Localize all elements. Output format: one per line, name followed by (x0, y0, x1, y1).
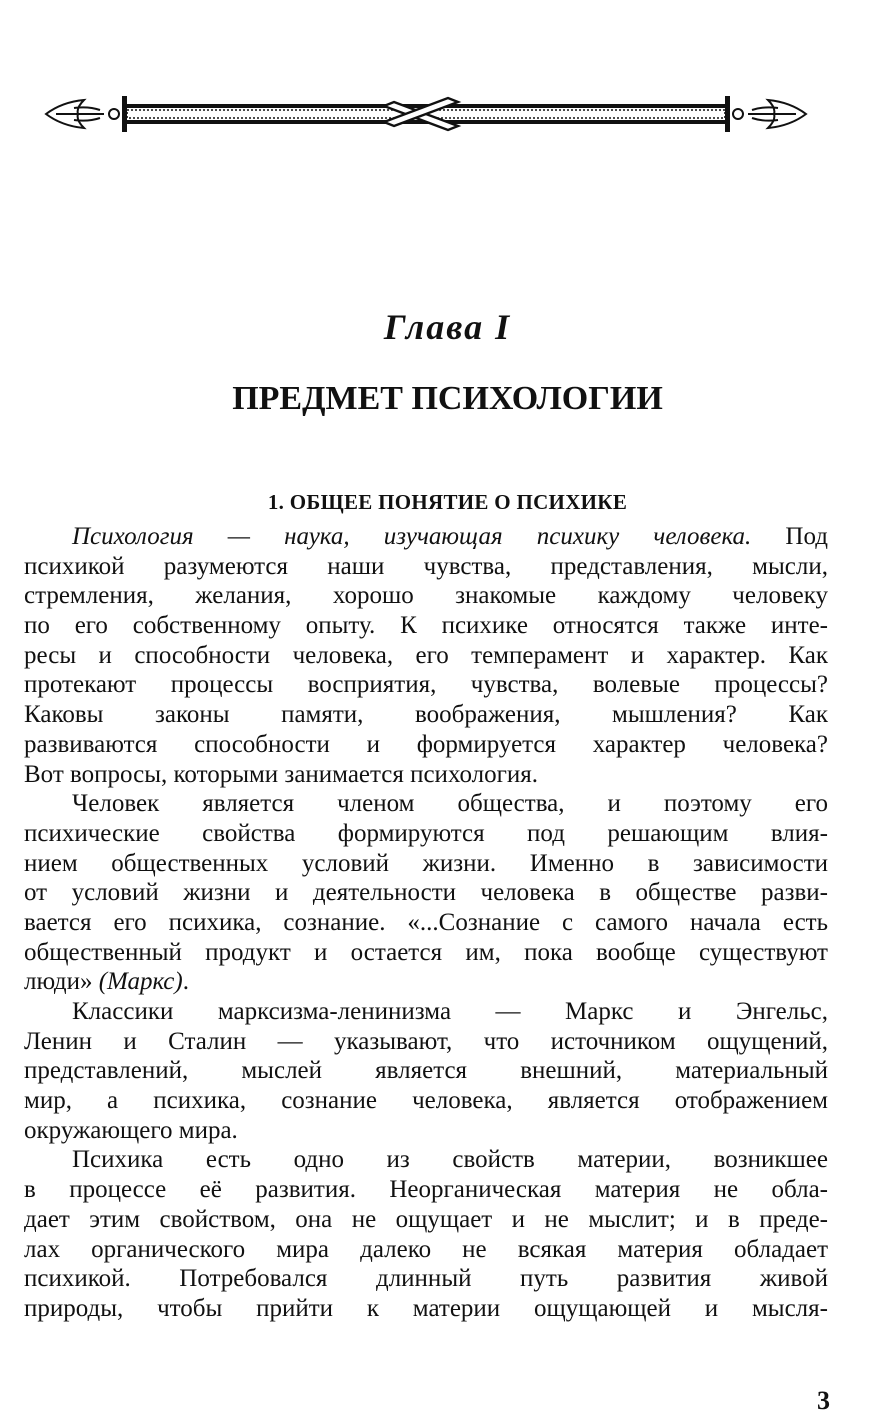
paragraph-1-line: по его собственному опыту. К психике относятся также инте- (24, 612, 828, 640)
paragraph-3-line: мир, а психика, сознание человека, является отображением (24, 1087, 828, 1115)
paragraph-1-line: Каковы законы памяти, воображения, мышления? Как (24, 701, 828, 729)
decorative-ornament-rule (44, 88, 808, 140)
paragraph-1-line: Вот вопросы, которыми занимается психология. (24, 760, 539, 788)
paragraph-3-line: окружающего мира. (24, 1116, 238, 1144)
paragraph-4-line: Психика есть одно из свойств материи, возникшее (72, 1146, 828, 1174)
section-heading: 1. ОБЩЕЕ ПОНЯТИЕ О ПСИХИКЕ (267, 490, 628, 514)
paragraph-1-line: развиваются способности и формируется характер человека? (24, 730, 828, 758)
paragraph-2-line: от условий жизни и деятельности человека в обществе разви- (24, 879, 828, 907)
paragraph-2-line: психические свойства формируются под решающим влия- (24, 819, 828, 847)
paragraph-4-line: природы, чтобы прийти к материи ощущающей и мысля- (24, 1294, 828, 1322)
paragraph-2-line: люди» (Маркс). (24, 968, 189, 996)
paragraph-3-line: Ленин и Сталин — указывают, что источником ощущений, (24, 1027, 828, 1055)
paragraph-1-line: Психология — наука, изучающая психику человека. Под (72, 523, 828, 550)
paragraph-4-line: дает этим свойством, она не ощущает и не мыслит; и в преде- (24, 1205, 828, 1233)
body-text (24, 522, 828, 1324)
paragraph-1-line: ресы и способности человека, его темперамент и характер. Как (24, 641, 828, 669)
paragraph-2-line: вается его психика, сознание. «...Сознание с самого начала есть (24, 908, 828, 936)
paragraph-3-line: представлений, мыслей является внешний, материальный (24, 1057, 828, 1085)
paragraph-2-line: нием общественных условий жизни. Именно в зависимости (24, 849, 828, 877)
page-number: 3 (817, 1386, 830, 1415)
paragraph-3-line: Классики марксизма-ленинизма — Маркс и Энгельс, (72, 998, 828, 1025)
chapter-title: ПРЕДМЕТ ПСИХОЛОГИИ (232, 380, 663, 417)
paragraph-1-line: стремления, желания, хорошо знакомые каждому человеку (24, 582, 828, 610)
paragraph-4-line: в процессе её развития. Неорганическая материя не обла- (24, 1176, 828, 1204)
paragraph-2-line: общественный продукт и остается им, пока вообще существуют (24, 938, 828, 966)
paragraph-4-line: психикой. Потребовался длинный путь развития живой (24, 1265, 828, 1293)
paragraph-4-line: лах органического мира далеко не всякая материя обладает (24, 1235, 828, 1263)
chapter-label: Глава I (383, 307, 512, 347)
citation: (Маркс) (98, 968, 183, 996)
paragraph-1-line: психикой разумеются наши чувства, представления, мысли, (24, 552, 828, 580)
definition-text: Психология — наука, изучающая психику человека. (72, 523, 752, 550)
paragraph-1-line: протекают процессы восприятия, чувства, волевые процессы? (24, 671, 828, 699)
paragraph-2-line: Человек является членом общества, и поэтому его (72, 790, 828, 818)
